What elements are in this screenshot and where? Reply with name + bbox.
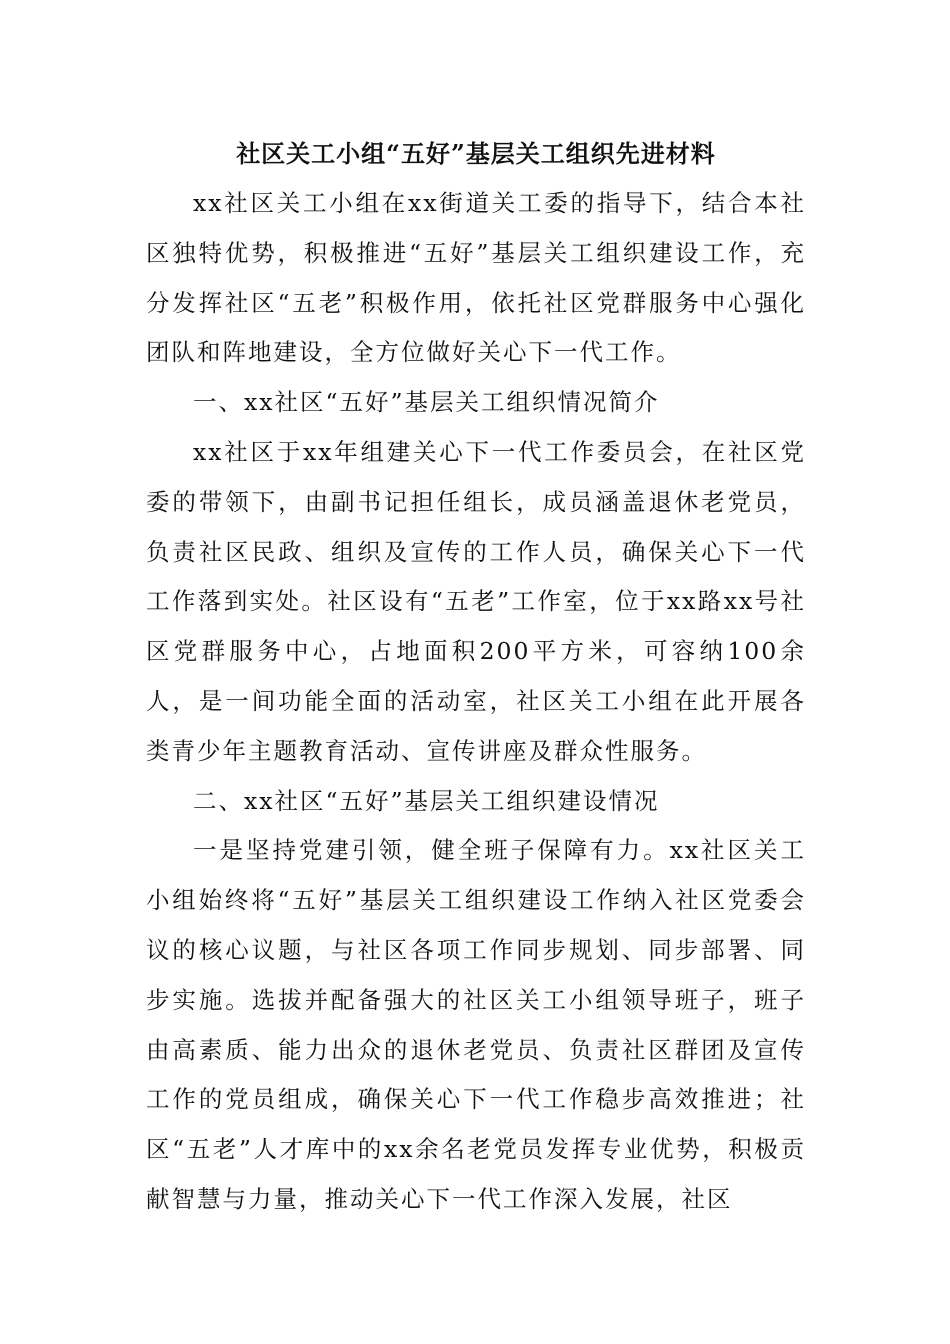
document-body [146,129,806,1225]
section-heading-2: 二、xx社区“五好”基层关工组织建设情况 [193,786,660,815]
document-title: 社区关工小组“五好”基层关工组织先进材料 [236,139,716,168]
section-heading-1: 一、xx社区“五好”基层关工组织情况简介 [193,388,660,417]
intro-paragraph: xx社区关工小组在xx街道关工委的指导下，结合本社区独特优势，积极推进“五好”基层关工组织建设工作，充分发挥社区“五老”积极作用，依托社区党群服务中心强化团队和阵地建设，全方位做好关心下一代工作。 [146,189,806,367]
section-1-paragraph: xx社区于xx年组建关心下一代工作委员会，在社区党委的带领下，由副书记担任组长，成员涵盖退休老党员，负责社区民政、组织及宣传的工作人员，确保关心下一代工作落到实处。社区设有“五老”工作室，位于xx路xx号社区党群服务中心，占地面积200平方米，可容纳100余人，是一间功能全面的活动室，社区关工小组在此开展各类青少年主题教育活动、宣传讲座及群众性服务。 [146,437,806,765]
section-2-paragraph: 一是坚持党建引领，健全班子保障有力。xx社区关工小组始终将“五好”基层关工组织建设工作纳入社区党委会议的核心议题，与社区各项工作同步规划、同步部署、同步实施。选拔并配备强大的社区关工小组领导班子，班子由高素质、能力出众的退休老党员、负责社区群团及宣传工作的党员组成，确保关心下一代工作稳步高效推进；社区“五老”人才库中的xx余名老党员发挥专业优势，积极贡献智慧与力量，推动关心下一代工作深入发展，社区 [146,836,806,1213]
